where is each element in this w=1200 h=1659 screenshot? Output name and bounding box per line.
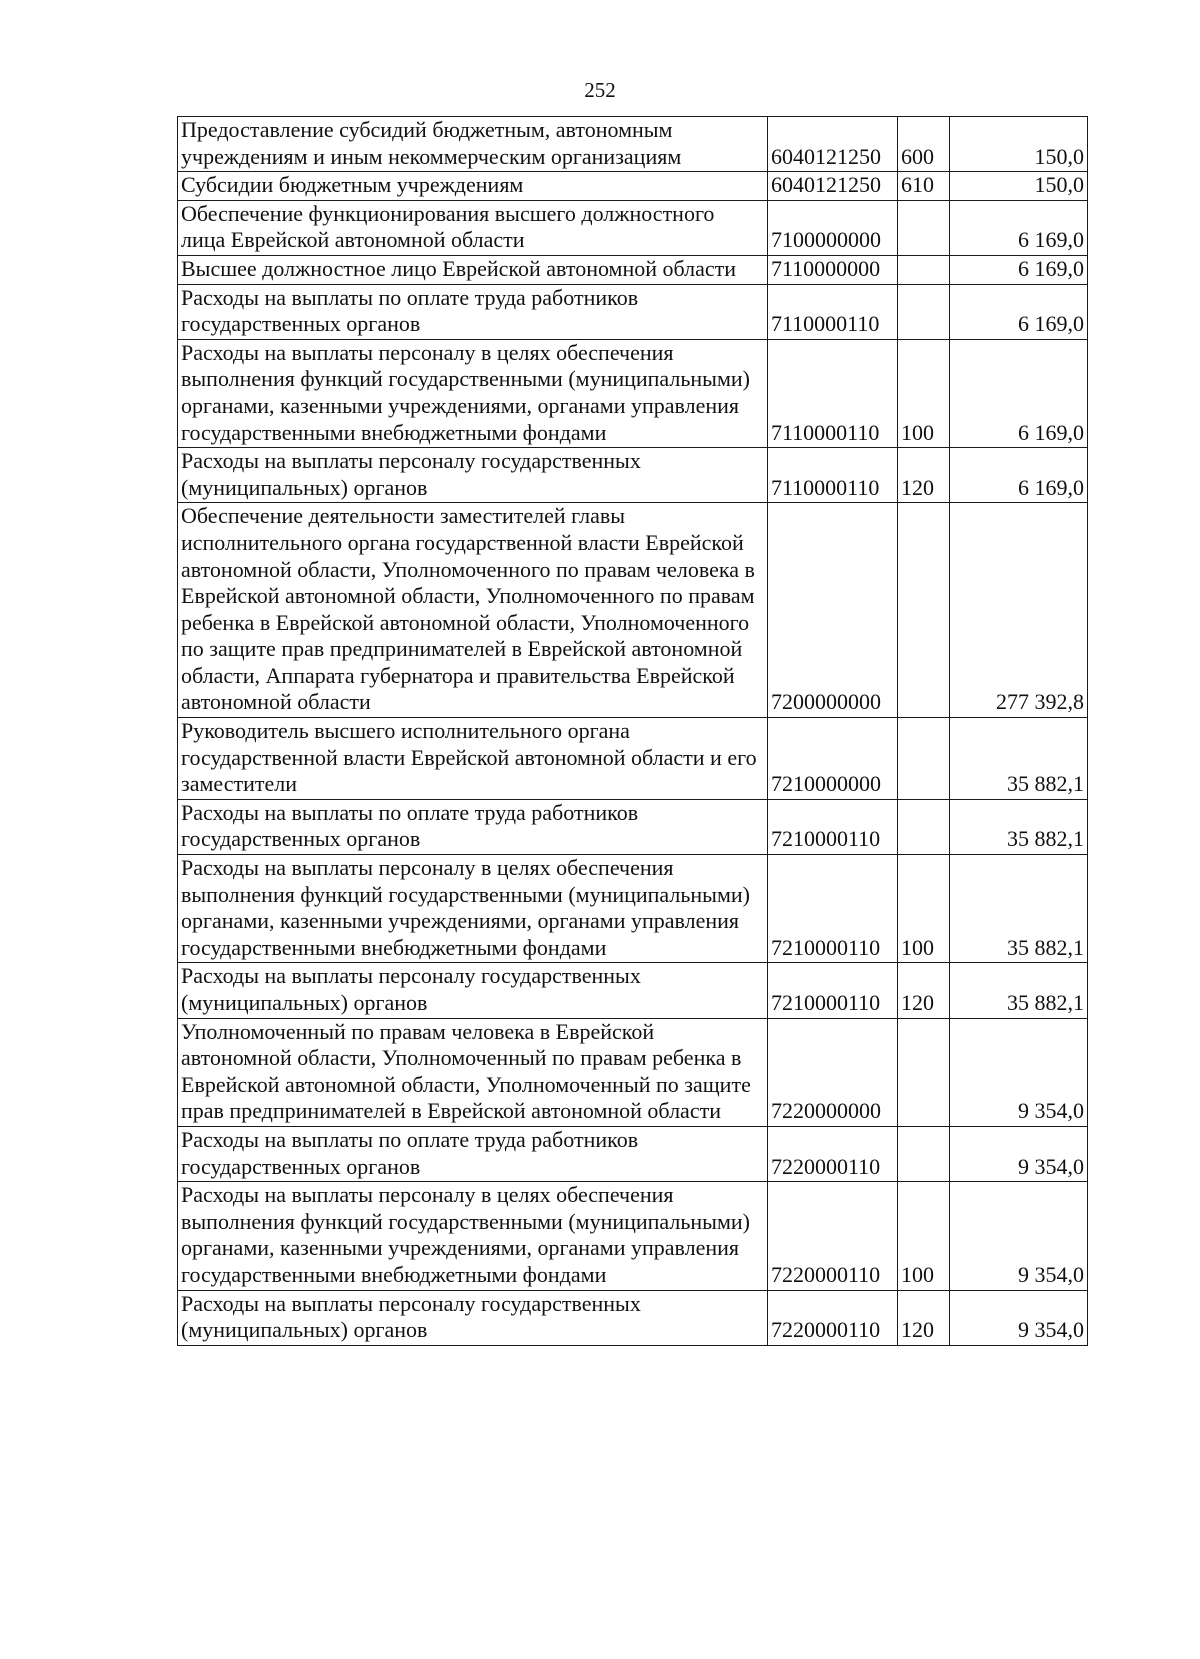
row-name: Предоставление субсидий бюджетным, автономным учреждениям и иным некоммерческим организациям (178, 117, 768, 172)
row-name: Расходы на выплаты персоналу государственных (муниципальных) органов (178, 1290, 768, 1345)
row-name: Обеспечение функционирования высшего должностного лица Еврейской автономной области (178, 200, 768, 255)
table-row (178, 200, 1088, 255)
row-target-code: 7100000000 (768, 200, 898, 255)
row-expense-type (898, 255, 950, 284)
table-row (178, 799, 1088, 854)
row-amount: 9 354,0 (950, 1182, 1088, 1290)
row-expense-type (898, 1018, 950, 1126)
row-target-code: 7220000110 (768, 1182, 898, 1290)
row-expense-type: 120 (898, 1290, 950, 1345)
table-row (178, 448, 1088, 503)
row-amount: 9 354,0 (950, 1126, 1088, 1181)
row-expense-type: 100 (898, 339, 950, 447)
table-row (178, 1018, 1088, 1126)
row-amount: 9 354,0 (950, 1018, 1088, 1126)
row-target-code: 6040121250 (768, 172, 898, 201)
row-amount: 9 354,0 (950, 1290, 1088, 1345)
row-name: Расходы на выплаты персоналу в целях обеспечения выполнения функций государственными (муниципальными) органами, казенными учреждениями, органами управления государственными внебюджетными фондами (178, 1182, 768, 1290)
row-amount: 35 882,1 (950, 855, 1088, 963)
row-name: Расходы на выплаты по оплате труда работников государственных органов (178, 284, 768, 339)
row-expense-type (898, 799, 950, 854)
row-expense-type: 120 (898, 448, 950, 503)
row-amount: 6 169,0 (950, 448, 1088, 503)
row-name: Расходы на выплаты персоналу в целях обеспечения выполнения функций государственными (муниципальными) органами, казенными учреждениями, органами управления государственными внебюджетными фондами (178, 855, 768, 963)
row-expense-type (898, 503, 950, 718)
row-name: Уполномоченный по правам человека в Еврейской автономной области, Уполномоченный по правам ребенка в Еврейской автономной области, Уполномоченный по защите прав предпринимателей в Еврейской автономной области (178, 1018, 768, 1126)
row-target-code: 7210000110 (768, 799, 898, 854)
row-name: Расходы на выплаты персоналу государственных (муниципальных) органов (178, 963, 768, 1018)
budget-table (177, 116, 1088, 1346)
table-row (178, 855, 1088, 963)
row-expense-type (898, 284, 950, 339)
row-amount: 150,0 (950, 172, 1088, 201)
table-row (178, 963, 1088, 1018)
table-row (178, 172, 1088, 201)
row-name: Высшее должностное лицо Еврейской автономной области (178, 255, 768, 284)
row-expense-type: 600 (898, 117, 950, 172)
row-amount: 35 882,1 (950, 963, 1088, 1018)
page-number: 252 (584, 78, 616, 102)
table-row (178, 1126, 1088, 1181)
row-amount: 6 169,0 (950, 284, 1088, 339)
row-target-code: 6040121250 (768, 117, 898, 172)
row-name: Руководитель высшего исполнительного органа государственной власти Еврейской автономной области и его заместители (178, 718, 768, 800)
row-expense-type (898, 718, 950, 800)
table-row (178, 1290, 1088, 1345)
table-body (178, 117, 1088, 1346)
row-target-code: 7210000110 (768, 963, 898, 1018)
row-target-code: 7210000110 (768, 855, 898, 963)
row-expense-type: 610 (898, 172, 950, 201)
row-target-code: 7220000110 (768, 1126, 898, 1181)
row-name: Субсидии бюджетным учреждениям (178, 172, 768, 201)
row-amount: 35 882,1 (950, 799, 1088, 854)
row-amount: 6 169,0 (950, 200, 1088, 255)
row-amount: 150,0 (950, 117, 1088, 172)
table-row (178, 503, 1088, 718)
row-expense-type (898, 1126, 950, 1181)
row-amount: 35 882,1 (950, 718, 1088, 800)
table-row (178, 255, 1088, 284)
row-expense-type (898, 200, 950, 255)
row-amount: 6 169,0 (950, 339, 1088, 447)
table-row (178, 339, 1088, 447)
table-row (178, 718, 1088, 800)
table-row (178, 1182, 1088, 1290)
row-expense-type: 120 (898, 963, 950, 1018)
row-target-code: 7200000000 (768, 503, 898, 718)
row-target-code: 7110000000 (768, 255, 898, 284)
row-expense-type: 100 (898, 1182, 950, 1290)
row-target-code: 7110000110 (768, 448, 898, 503)
row-target-code: 7110000110 (768, 339, 898, 447)
table-row (178, 284, 1088, 339)
row-target-code: 7210000000 (768, 718, 898, 800)
row-expense-type: 100 (898, 855, 950, 963)
row-name: Обеспечение деятельности заместителей главы исполнительного органа государственной власти Еврейской автономной области, Уполномоченного по правам человека в Еврейской автономной области, Уполномоченного по правам ребенка в Еврейской автономной области, Уполномоченного по защите прав предпринимателей в Еврейской автономной области, Аппарата губернатора и правительства Еврейской автономной области (178, 503, 768, 718)
row-amount: 277 392,8 (950, 503, 1088, 718)
row-name: Расходы на выплаты по оплате труда работников государственных органов (178, 799, 768, 854)
table-row (178, 117, 1088, 172)
row-target-code: 7220000110 (768, 1290, 898, 1345)
row-target-code: 7110000110 (768, 284, 898, 339)
row-name: Расходы на выплаты персоналу государственных (муниципальных) органов (178, 448, 768, 503)
row-name: Расходы на выплаты персоналу в целях обеспечения выполнения функций государственными (муниципальными) органами, казенными учреждениями, органами управления государственными внебюджетными фондами (178, 339, 768, 447)
row-name: Расходы на выплаты по оплате труда работников государственных органов (178, 1126, 768, 1181)
row-amount: 6 169,0 (950, 255, 1088, 284)
row-target-code: 7220000000 (768, 1018, 898, 1126)
